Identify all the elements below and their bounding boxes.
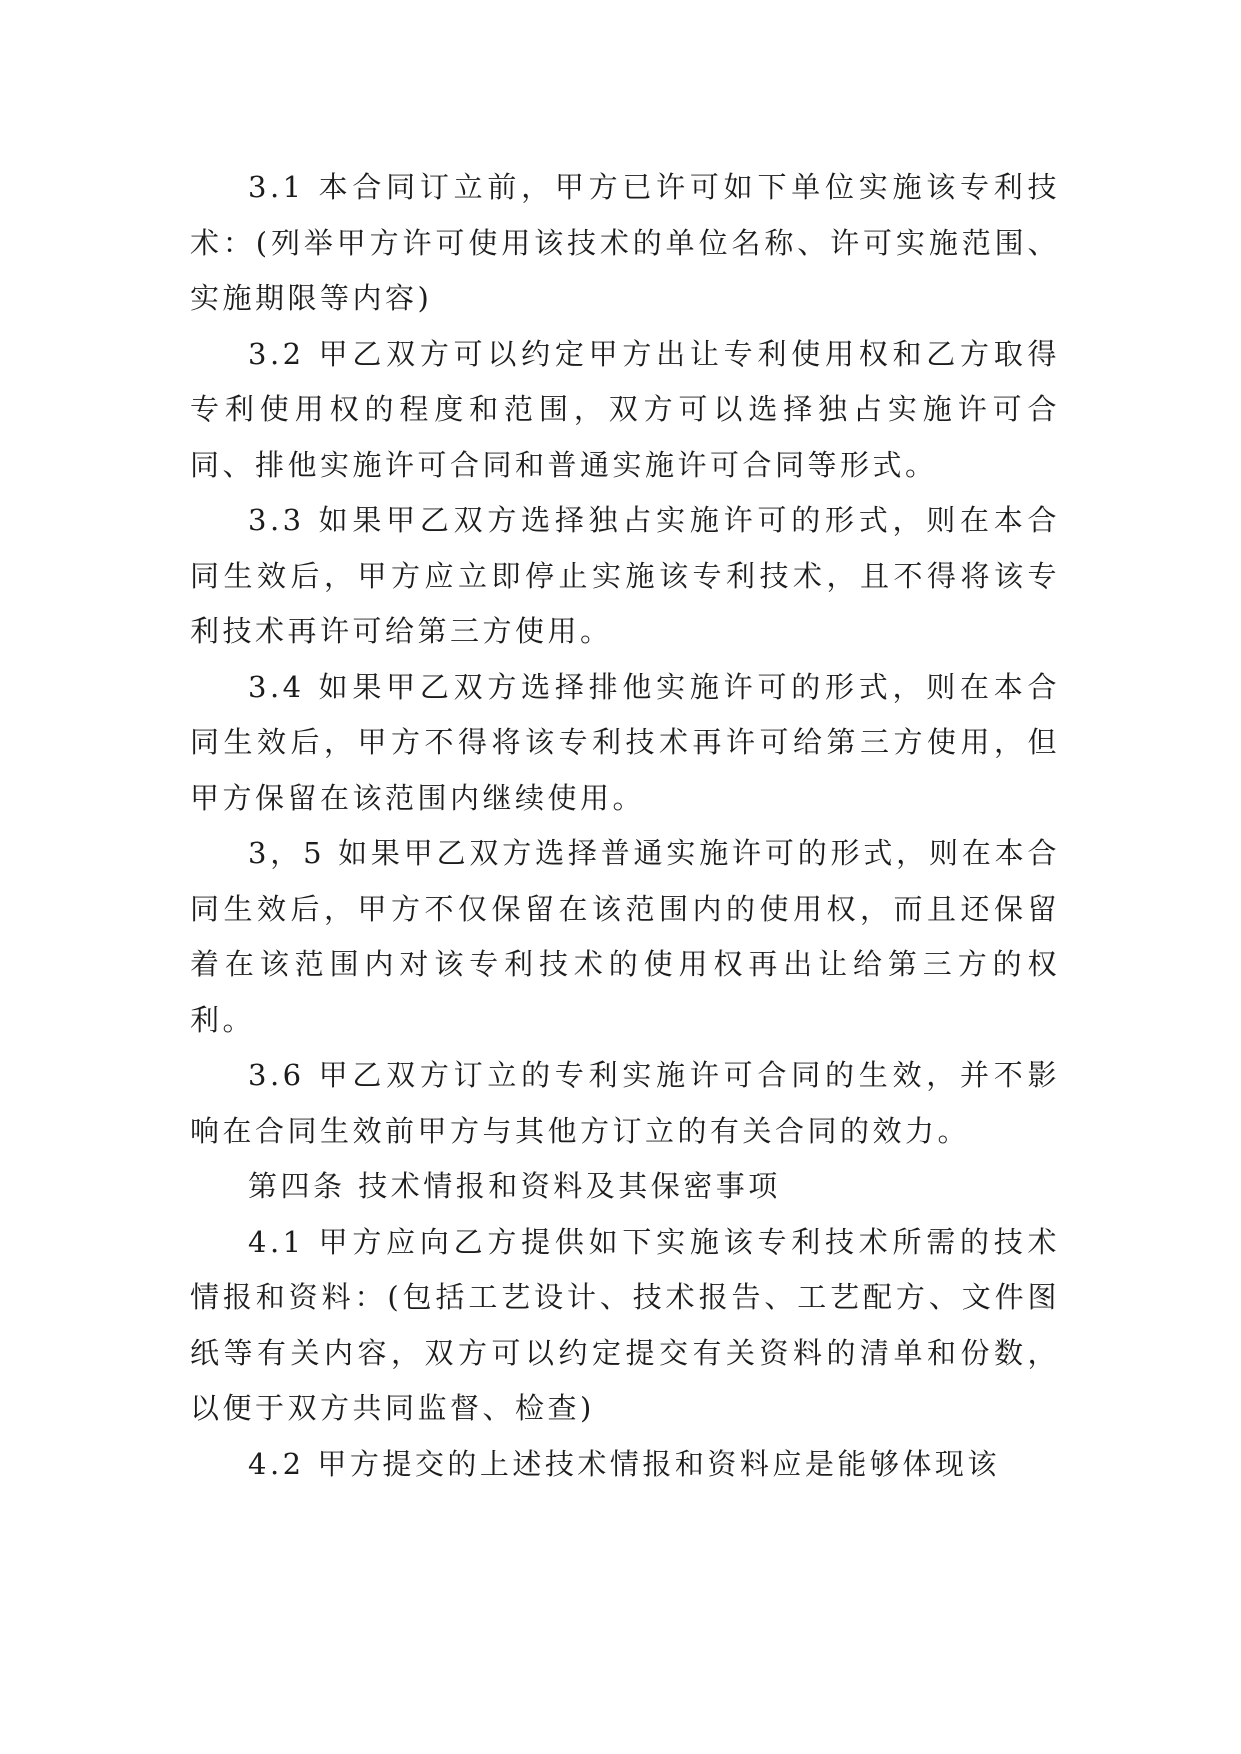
clause-3-4: 3.4 如果甲乙双方选择排他实施许可的形式，则在本合同生效后，甲方不得将该专利技术再许可给第三方使用，但甲方保留在该范围内继续使用。 bbox=[190, 669, 1060, 815]
clause-4-1: 4.1 甲方应向乙方提供如下实施该专利技术所需的技术情报和资料：(包括工艺设计、技术报告、工艺配方、文件图纸等有关内容，双方可以约定提交有关资料的清单和份数，以便于双方共同监督、检查) bbox=[190, 1224, 1060, 1425]
clause-4-2: 4.2 甲方提交的上述技术情报和资料应是能够体现该 bbox=[248, 1446, 1000, 1481]
document-page bbox=[190, 160, 1060, 1492]
clause-3-3: 3.3 如果甲乙双方选择独占实施许可的形式，则在本合同生效后，甲方应立即停止实施该专利技术，且不得将该专利技术再许可给第三方使用。 bbox=[190, 503, 1060, 648]
clause-3-2: 3.2 甲乙双方可以约定甲方出让专利使用权和乙方取得专利使用权的程度和范围，双方可以选择独占实施许可合同、排他实施许可合同和普通实施许可合同等形式。 bbox=[190, 336, 1060, 482]
clause-3-1: 3.1 本合同订立前，甲方已许可如下单位实施该专利技术：(列举甲方许可使用该技术的单位名称、许可实施范围、实施期限等内容) bbox=[190, 170, 1060, 315]
article-4-heading: 第四条 技术情报和资料及其保密事项 bbox=[248, 1169, 781, 1203]
clause-3-5: 3，5 如果甲乙双方选择普通实施许可的形式，则在本合同生效后，甲方不仅保留在该范围内的使用权，而且还保留着在该范围内对该专利技术的使用权再出让给第三方的权利。 bbox=[190, 836, 1060, 1037]
clause-3-6: 3.6 甲乙双方订立的专利实施许可合同的生效，并不影响在合同生效前甲方与其他方订立的有关合同的效力。 bbox=[190, 1058, 1060, 1148]
